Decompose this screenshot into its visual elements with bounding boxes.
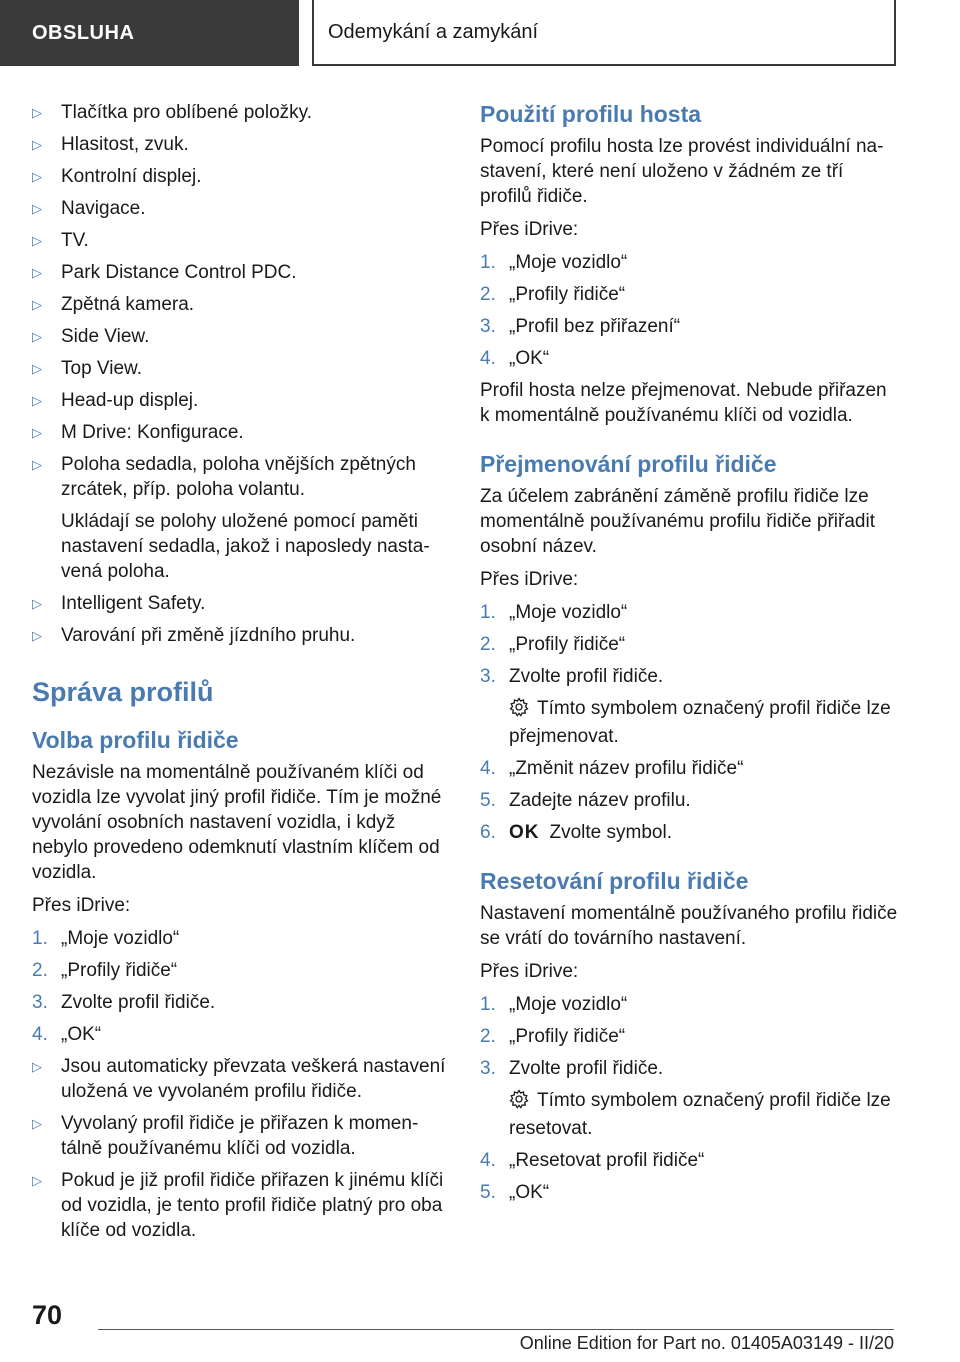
- footer-divider: [98, 1329, 894, 1330]
- step-item: 3. Zvolte profil řidiče.: [32, 992, 216, 1013]
- list-item: ▷ Tlačítka pro oblíbené položky.: [32, 102, 313, 123]
- step-item: 4. „OK“: [32, 1024, 102, 1045]
- triangle-bullet-icon: ▷: [32, 1116, 42, 1131]
- triangle-bullet-icon: ▷: [32, 596, 42, 611]
- step-item: 5. Zadejte název profilu.: [480, 790, 691, 811]
- footer-edition: Online Edition for Part no. 01405A03149 - II/20: [519, 1333, 894, 1353]
- step-item: 1. „Moje vozidlo“: [480, 994, 628, 1015]
- chapter-title: Odemykání a zamykání: [312, 0, 896, 66]
- gear-icon: [509, 1089, 529, 1116]
- step-item: 2. „Profily řidiče“: [480, 634, 626, 655]
- triangle-bullet-icon: ▷: [32, 393, 42, 408]
- gear-icon: [509, 697, 529, 724]
- subsection-heading: Volba profilu řidiče: [32, 727, 239, 753]
- step-item: 6. OK Zvolte symbol.: [480, 822, 672, 843]
- list-item: ▷ Top View.: [32, 358, 142, 379]
- left-column: [32, 100, 452, 1250]
- triangle-bullet-icon: ▷: [32, 1173, 42, 1188]
- ok-icon: OK: [509, 822, 540, 843]
- triangle-bullet-icon: ▷: [32, 265, 42, 280]
- triangle-bullet-icon: ▷: [32, 628, 42, 643]
- triangle-bullet-icon: ▷: [32, 201, 42, 216]
- subsection-heading: Použití profilu hosta: [480, 101, 702, 127]
- step-item: 5. „OK“: [480, 1182, 550, 1203]
- triangle-bullet-icon: ▷: [32, 425, 42, 440]
- paragraph: Nastavení momentálně používaného profilu řidiče se vrátí do továrního nastavení.: [480, 903, 898, 949]
- list-item: ▷ Navigace.: [32, 198, 146, 219]
- list-item: ▷ Pokud je již profil řidiče přiřazen k jinému klíči od vozidla, je tento profil řidiče platný pro oba klíče od vozidla.: [32, 1170, 444, 1241]
- page-number: 70: [32, 1300, 63, 1330]
- list-item: ▷ Kontrolní displej.: [32, 166, 202, 187]
- triangle-bullet-icon: ▷: [32, 169, 42, 184]
- paragraph: Pomocí profilu hosta lze provést individuální nastavení, které není uloženo v žádném ze tří profilů řidiče.: [480, 136, 884, 207]
- list-item: ▷ Varování při změně jízdního pruhu.: [32, 625, 356, 646]
- step-item: 1. „Moje vozidlo“: [480, 602, 628, 623]
- step-item: 2. „Profily řidiče“: [32, 960, 178, 981]
- paragraph: Nezávisle na momentálně používaném klíči od vozidla lze vyvolat jiný profil řidiče. Tím je možné vyvolání osobních nastavení vozidla, i když nebylo provedeno odemknutí vlastním klíčem od vozidla.: [32, 762, 442, 883]
- subsection-heading: Resetování profilu řidiče: [480, 868, 749, 894]
- step-item: 3. Zvolte profil řidiče.: [480, 666, 664, 687]
- list-item: ▷ Vyvolaný profil řidiče je přiřazen k momentálně používanému klíči od vozidla.: [32, 1113, 419, 1159]
- list-item: ▷ Side View.: [32, 326, 150, 347]
- list-item: ▷ Intelligent Safety.: [32, 593, 206, 614]
- step-item: 3. „Profil bez přiřazení“: [480, 316, 681, 337]
- list-item: ▷ Head-up displej.: [32, 390, 199, 411]
- list-item: ▷ TV.: [32, 230, 89, 251]
- triangle-bullet-icon: ▷: [32, 105, 42, 120]
- step-item: 2. „Profily řidiče“: [480, 1026, 626, 1047]
- list-item: ▷ Park Distance Control PDC.: [32, 262, 297, 283]
- step-item: 1. „Moje vozidlo“: [480, 252, 628, 273]
- right-column: [480, 100, 900, 1212]
- symbol-note: Tímto symbolem označený profil řidiče lze resetovat.: [509, 1090, 891, 1139]
- list-item: ▷ Jsou automaticky převzata veškerá nastavení uložená ve vyvolaném profilu řidiče.: [32, 1056, 446, 1102]
- paragraph: Přes iDrive:: [480, 569, 579, 590]
- step-item: 4. „Resetovat profil řidiče“: [480, 1150, 705, 1171]
- triangle-bullet-icon: ▷: [32, 137, 42, 152]
- page-header: [0, 0, 960, 66]
- paragraph: Profil hosta nelze přejmenovat. Nebude přiřazen k momentálně používanému klíči od vozidla.: [480, 380, 887, 426]
- step-item: 2. „Profily řidiče“: [480, 284, 626, 305]
- paragraph: Přes iDrive:: [32, 895, 131, 916]
- paragraph: Za účelem zabránění záměně profilu řidiče lze momentálně používanému profilu řidiče přiřadit osobní název.: [480, 486, 875, 557]
- list-item: ▷ Poloha sedadla, poloha vnějších zpětných zrcátek, příp. poloha volantu.: [32, 454, 416, 500]
- step-item: 4. „Změnit název profilu řidiče“: [480, 758, 744, 779]
- section-tab: OBSLUHA: [0, 0, 299, 66]
- paragraph: Přes iDrive:: [480, 219, 579, 240]
- triangle-bullet-icon: ▷: [32, 457, 42, 472]
- section-heading: Správa profilů: [32, 677, 214, 707]
- triangle-bullet-icon: ▷: [32, 233, 42, 248]
- triangle-bullet-icon: ▷: [32, 329, 42, 344]
- paragraph: Přes iDrive:: [480, 961, 579, 982]
- subsection-heading: Přejmenování profilu řidiče: [480, 451, 777, 477]
- symbol-note: Tímto symbolem označený profil řidiče lze přejmenovat.: [509, 698, 891, 747]
- triangle-bullet-icon: ▷: [32, 297, 42, 312]
- triangle-bullet-icon: ▷: [32, 1059, 42, 1074]
- list-item: ▷ M Drive: Konfigurace.: [32, 422, 244, 443]
- step-item: 1. „Moje vozidlo“: [32, 928, 180, 949]
- list-item: ▷ Hlasitost, zvuk.: [32, 134, 189, 155]
- list-item: ▷ Zpětná kamera.: [32, 294, 195, 315]
- bullet-note: Ukládají se polohy uložené pomocí paměti nastavení sedadla, jakož i naposledy nastavená poloha.: [61, 511, 430, 582]
- step-item: 3. Zvolte profil řidiče.: [480, 1058, 664, 1079]
- triangle-bullet-icon: ▷: [32, 361, 42, 376]
- step-item: 4. „OK“: [480, 348, 550, 369]
